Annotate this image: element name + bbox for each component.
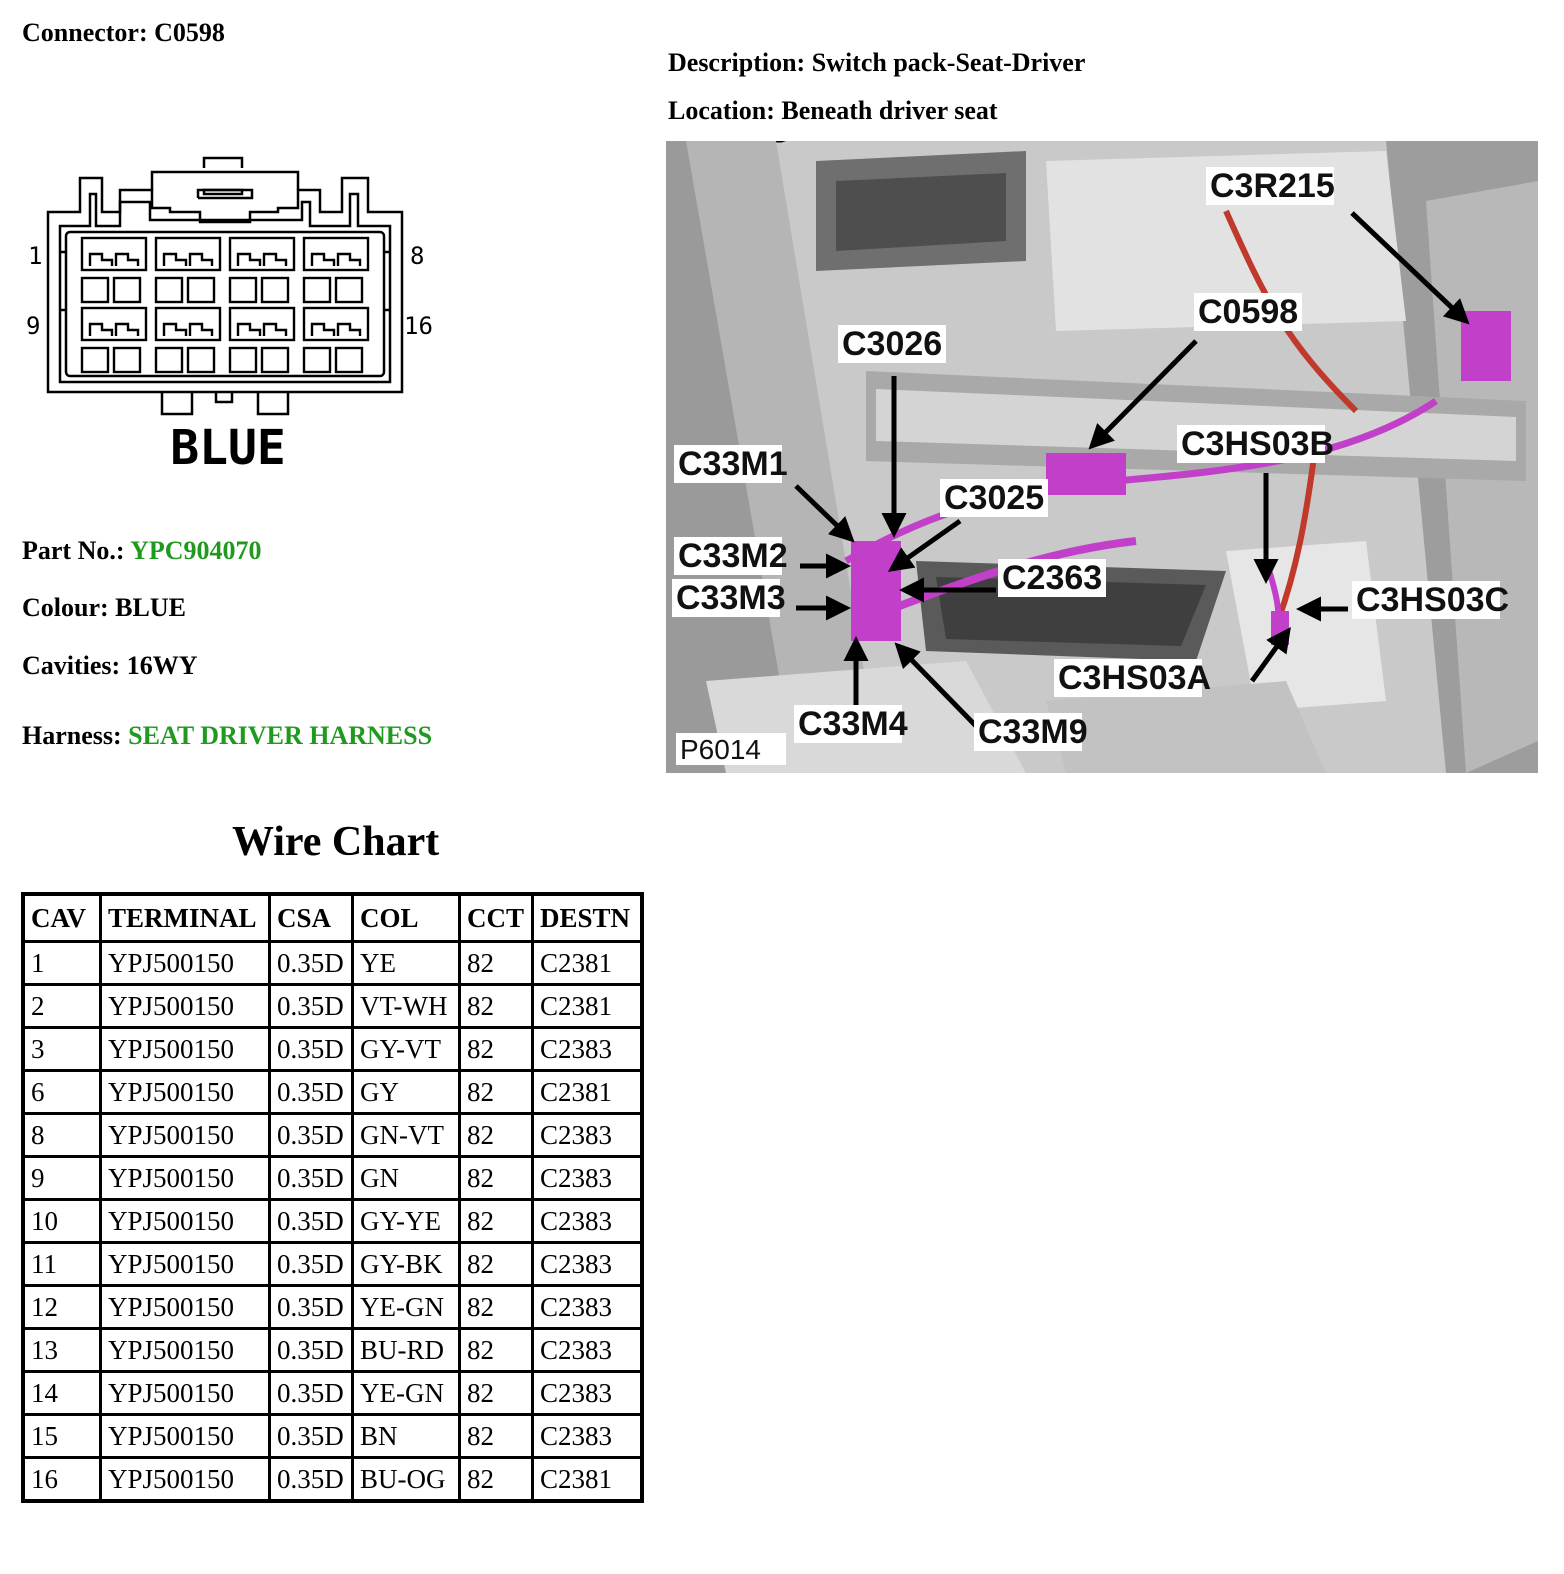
small-cavity	[156, 278, 182, 302]
small-cavity	[188, 278, 214, 302]
cell-col: BN	[353, 1415, 460, 1458]
cell-cav: 14	[23, 1372, 101, 1415]
cell-destn: C2383	[533, 1243, 643, 1286]
cell-cav: 6	[23, 1071, 101, 1114]
cell-terminal: YPJ500150	[101, 1071, 270, 1114]
callout-c33m2: C33M2	[678, 537, 788, 575]
cell-destn: C2383	[533, 1114, 643, 1157]
callout-c3026: C3026	[842, 325, 943, 363]
cell-terminal: YPJ500150	[101, 1114, 270, 1157]
table-row	[23, 1243, 642, 1286]
wire-chart-title: Wire Chart	[232, 819, 440, 865]
callout-c2363: C2363	[1002, 559, 1103, 597]
table-row	[23, 1028, 642, 1071]
description-label: Description:	[668, 48, 806, 77]
cell-destn: C2383	[533, 1200, 643, 1243]
cell-col: BU-RD	[353, 1329, 460, 1372]
connector-location-image	[666, 141, 1538, 773]
cell-csa: 0.35D	[270, 1372, 353, 1415]
small-cavity	[304, 278, 330, 302]
cell-csa: 0.35D	[270, 1415, 353, 1458]
cell-cct: 82	[460, 1372, 533, 1415]
cell-cav: 3	[23, 1028, 101, 1071]
table-row	[23, 942, 642, 985]
cell-cct: 82	[460, 1157, 533, 1200]
cell-csa: 0.35D	[270, 1458, 353, 1502]
cell-destn: C2381	[533, 942, 643, 985]
table-row	[23, 1157, 642, 1200]
cell-col: VT-WH	[353, 985, 460, 1028]
cell-terminal: YPJ500150	[101, 1157, 270, 1200]
cell-csa: 0.35D	[270, 1286, 353, 1329]
header-cav: CAV	[23, 894, 101, 942]
cell-cct: 82	[460, 985, 533, 1028]
cell-cct: 82	[460, 1114, 533, 1157]
cell-cct: 82	[460, 1200, 533, 1243]
cell-cav: 1	[23, 942, 101, 985]
harness	[22, 721, 432, 751]
table-row	[23, 1372, 642, 1415]
pin-label-1: 1	[28, 242, 43, 270]
header-terminal: TERMINAL	[101, 894, 270, 942]
small-cavity	[336, 278, 362, 302]
harness-label: Harness:	[22, 721, 122, 750]
cell-csa: 0.35D	[270, 1114, 353, 1157]
callout-c3hs03c: C3HS03C	[1356, 581, 1510, 619]
cell-terminal: YPJ500150	[101, 985, 270, 1028]
part-number	[22, 536, 262, 566]
cell-col: GY	[353, 1071, 460, 1114]
colour-value: BLUE	[115, 593, 186, 622]
cell-col: GY-VT	[353, 1028, 460, 1071]
cell-terminal: YPJ500150	[101, 1458, 270, 1502]
cell-cct: 82	[460, 1028, 533, 1071]
connector-label: Connector:	[22, 18, 148, 47]
cell-cct: 82	[460, 1243, 533, 1286]
pin-label-16: 16	[404, 312, 433, 340]
colour	[22, 593, 186, 623]
cell-destn: C2383	[533, 1329, 643, 1372]
small-cavity	[262, 278, 288, 302]
cell-col: GY-BK	[353, 1243, 460, 1286]
location-value: Beneath driver seat	[781, 96, 998, 125]
part-number-value[interactable]: YPC904070	[130, 536, 262, 565]
cell-col: YE-GN	[353, 1286, 460, 1329]
cell-csa: 0.35D	[270, 1071, 353, 1114]
cell-destn: C2383	[533, 1157, 643, 1200]
header-col: COL	[353, 894, 460, 942]
callout-c3r215: C3R215	[1210, 167, 1335, 205]
cell-destn: C2383	[533, 1372, 643, 1415]
cell-cct: 82	[460, 1415, 533, 1458]
connector-title	[22, 18, 225, 48]
table-row	[23, 1329, 642, 1372]
cell-terminal: YPJ500150	[101, 1415, 270, 1458]
cell-destn: C2381	[533, 1458, 643, 1502]
table-row	[23, 1114, 642, 1157]
cell-cav: 15	[23, 1415, 101, 1458]
cell-csa: 0.35D	[270, 1243, 353, 1286]
cell-terminal: YPJ500150	[101, 1243, 270, 1286]
description-value: Switch pack-Seat-Driver	[811, 48, 1086, 77]
cell-terminal: YPJ500150	[101, 1200, 270, 1243]
small-cavity	[304, 348, 330, 372]
small-cavity	[230, 278, 256, 302]
description	[668, 48, 1085, 78]
cavities	[22, 651, 197, 681]
part-number-label: Part No.:	[22, 536, 125, 565]
small-cavity	[230, 348, 256, 372]
header-destn: DESTN	[533, 894, 643, 942]
table-row	[23, 1415, 642, 1458]
cell-destn: C2381	[533, 985, 643, 1028]
small-cavity	[188, 348, 214, 372]
cell-csa: 0.35D	[270, 1329, 353, 1372]
cell-col: YE	[353, 942, 460, 985]
pin-label-9: 9	[26, 312, 41, 340]
location-label: Location:	[668, 96, 775, 125]
cell-csa: 0.35D	[270, 1028, 353, 1071]
cell-cav: 10	[23, 1200, 101, 1243]
small-cavity	[262, 348, 288, 372]
callout-c33m4: C33M4	[798, 705, 908, 743]
cell-col: GN-VT	[353, 1114, 460, 1157]
cell-cav: 11	[23, 1243, 101, 1286]
cell-cav: 12	[23, 1286, 101, 1329]
connector-id: C0598	[154, 18, 225, 47]
cell-csa: 0.35D	[270, 1200, 353, 1243]
cell-cav: 2	[23, 985, 101, 1028]
cell-cav: 9	[23, 1157, 101, 1200]
colour-label: Colour:	[22, 593, 109, 622]
cell-cct: 82	[460, 942, 533, 985]
header-cct: CCT	[460, 894, 533, 942]
cavities-value: 16WY	[126, 651, 198, 680]
cell-cav: 16	[23, 1458, 101, 1502]
cell-terminal: YPJ500150	[101, 942, 270, 985]
table-row	[23, 985, 642, 1028]
photo-reference: P6014	[680, 734, 761, 765]
callout-c33m1: C33M1	[678, 445, 788, 483]
callout-c3hs03a: C3HS03A	[1058, 659, 1212, 697]
callout-c3hs03b: C3HS03B	[1181, 425, 1335, 463]
cell-col: GN	[353, 1157, 460, 1200]
cell-cct: 82	[460, 1329, 533, 1372]
callout-c0598: C0598	[1198, 293, 1299, 331]
connector-colour-caption: BLUE	[170, 420, 286, 476]
header-csa: CSA	[270, 894, 353, 942]
table-row	[23, 1286, 642, 1329]
cell-destn: C2383	[533, 1028, 643, 1071]
cell-cct: 82	[460, 1286, 533, 1329]
small-cavity	[114, 348, 140, 372]
pin-label-8: 8	[410, 242, 425, 270]
cell-col: YE-GN	[353, 1372, 460, 1415]
callout-c3025: C3025	[944, 479, 1045, 517]
cavities-label: Cavities:	[22, 651, 121, 680]
cell-cav: 13	[23, 1329, 101, 1372]
small-cavity	[156, 348, 182, 372]
cell-csa: 0.35D	[270, 985, 353, 1028]
cell-col: GY-YE	[353, 1200, 460, 1243]
cell-terminal: YPJ500150	[101, 1372, 270, 1415]
connector-face-diagram	[20, 150, 440, 480]
table-row	[23, 1200, 642, 1243]
table-header-row	[23, 894, 642, 942]
cell-cct: 82	[460, 1458, 533, 1502]
small-cavity	[336, 348, 362, 372]
cell-terminal: YPJ500150	[101, 1028, 270, 1071]
callout-c33m3: C33M3	[676, 579, 786, 617]
small-cavity	[82, 278, 108, 302]
cell-csa: 0.35D	[270, 1157, 353, 1200]
cell-cav: 8	[23, 1114, 101, 1157]
harness-value[interactable]: SEAT DRIVER HARNESS	[128, 721, 433, 750]
table-row	[23, 1071, 642, 1114]
cell-destn: C2381	[533, 1071, 643, 1114]
cell-destn: C2383	[533, 1415, 643, 1458]
location	[668, 96, 998, 126]
cell-destn: C2383	[533, 1286, 643, 1329]
cell-terminal: YPJ500150	[101, 1329, 270, 1372]
cell-cct: 82	[460, 1071, 533, 1114]
cell-col: BU-OG	[353, 1458, 460, 1502]
wire-chart-table	[21, 892, 644, 1503]
callout-c33m9: C33M9	[978, 713, 1088, 751]
small-cavity	[114, 278, 140, 302]
table-row	[23, 1458, 642, 1502]
small-cavity	[82, 348, 108, 372]
cell-terminal: YPJ500150	[101, 1286, 270, 1329]
cell-csa: 0.35D	[270, 942, 353, 985]
